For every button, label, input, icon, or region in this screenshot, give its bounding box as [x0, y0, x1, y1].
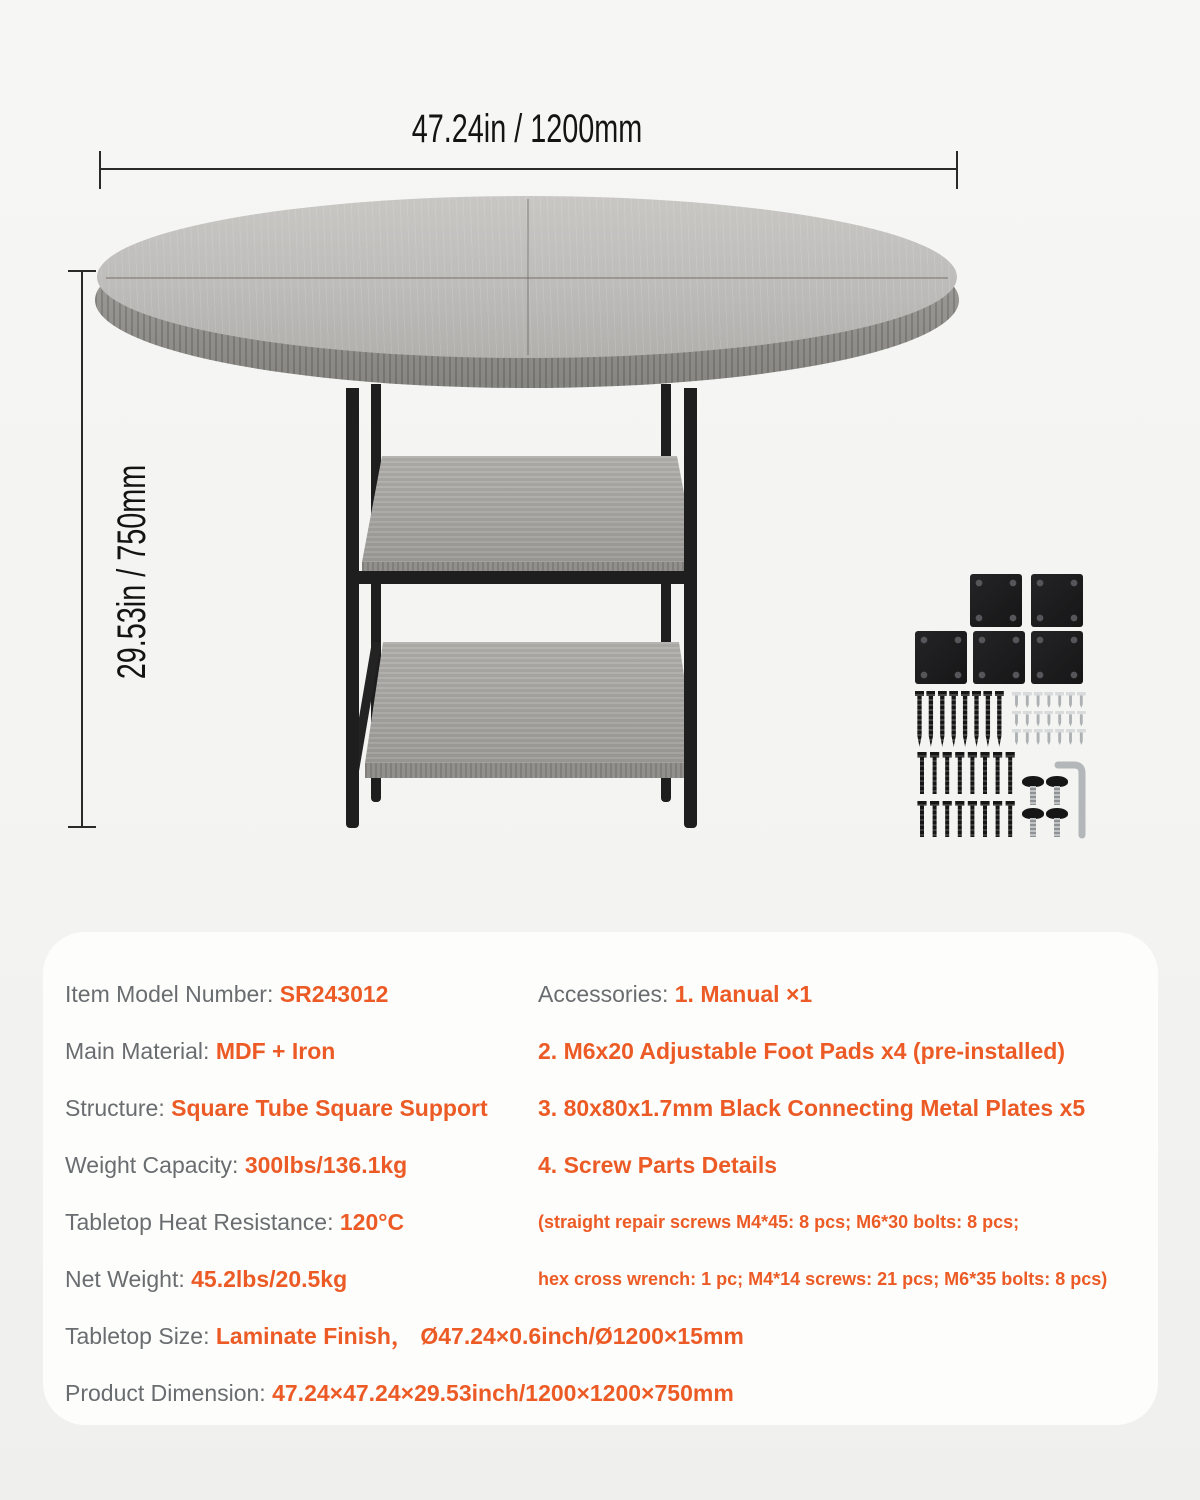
spec-label: Item Model Number:	[65, 981, 280, 1007]
wood-screw	[926, 691, 935, 747]
spec-value: 2. M6x20 Adjustable Foot Pads x4 (pre-installed)	[538, 1038, 1066, 1064]
bolt	[917, 752, 927, 794]
small-screw	[1023, 729, 1032, 745]
small-screw	[1044, 729, 1053, 745]
spec-row-structure	[65, 1093, 488, 1123]
spec-row-screw-details-2	[538, 1266, 1107, 1292]
bolt	[1005, 801, 1015, 837]
spec-row-accessory-4	[538, 1150, 777, 1180]
spec-label: Main Material:	[65, 1038, 216, 1064]
metal-plate	[970, 574, 1022, 627]
small-screw	[1066, 711, 1075, 727]
hex-wrench-icon	[1050, 756, 1088, 840]
wood-screw	[983, 691, 992, 747]
small-screw	[1012, 729, 1021, 745]
spec-row-heat-resistance	[65, 1207, 404, 1237]
spec-panel	[43, 932, 1158, 1425]
spec-value: 47.24×47.24×29.53inch/1200×1200×750mm	[272, 1380, 734, 1406]
bolt	[967, 752, 977, 794]
small-screw	[1023, 711, 1032, 727]
bolt	[955, 801, 965, 837]
spec-row-accessories	[538, 979, 812, 1009]
foot-pad	[1022, 808, 1044, 838]
spec-label: Product Dimension:	[65, 1380, 273, 1406]
spec-row-tabletop-size	[65, 1321, 744, 1351]
small-screw	[1066, 692, 1075, 708]
small-screw	[1055, 692, 1064, 708]
small-screw	[1055, 711, 1064, 727]
spec-row-screw-details-1	[538, 1209, 1019, 1235]
bolt	[993, 801, 1003, 837]
spec-row-material	[65, 1036, 335, 1066]
small-screw	[1077, 729, 1086, 745]
spec-value: Laminate Finish， Ø47.24×0.6inch/Ø1200×15mm	[215, 1323, 744, 1349]
foot-pad-stem	[1030, 786, 1036, 805]
wood-screw	[949, 691, 958, 747]
bolt	[980, 801, 990, 837]
spec-row-net-weight	[65, 1264, 347, 1294]
spec-label: Accessories:	[538, 981, 675, 1007]
small-screw	[1077, 692, 1086, 708]
small-screw	[1012, 692, 1021, 708]
bolt	[1005, 752, 1015, 794]
height-dimension-label: 29.53in / 750mm	[110, 464, 154, 680]
spec-value: 4. Screw Parts Details	[538, 1152, 778, 1178]
small-screw	[1034, 711, 1043, 727]
bolt	[955, 752, 965, 794]
foot-pad	[1022, 776, 1044, 806]
small-screw	[1044, 711, 1053, 727]
wood-screw	[915, 691, 924, 747]
bolt	[942, 801, 952, 837]
spec-value: 300lbs/136.1kg	[244, 1152, 408, 1178]
spec-value: 120°C	[339, 1209, 405, 1235]
spec-value: Square Tube Square Support	[171, 1095, 488, 1121]
spec-value: (straight repair screws M4*45: 8 pcs; M6*30 bolts: 8 pcs;	[538, 1212, 1020, 1232]
bolt	[917, 801, 927, 837]
metal-plate	[973, 631, 1025, 684]
spec-value: hex cross wrench: 1 pc; M4*14 screws: 21 pcs; M6*35 bolts: 8 pcs)	[538, 1269, 1108, 1289]
spec-row-weight-capacity	[65, 1150, 407, 1180]
wood-screw	[995, 691, 1004, 747]
spec-row-model	[65, 979, 388, 1009]
small-screw	[1023, 692, 1032, 708]
spec-label: Tabletop Heat Resistance:	[65, 1209, 340, 1235]
bolt	[930, 801, 940, 837]
spec-row-product-dimension	[65, 1378, 734, 1408]
metal-plate	[915, 631, 967, 684]
small-screw	[1044, 692, 1053, 708]
small-screw	[1012, 711, 1021, 727]
spec-value: SR243012	[279, 981, 389, 1007]
width-dimension-label: 47.24in / 1200mm	[411, 107, 643, 151]
metal-plate	[1031, 631, 1083, 684]
bolt	[942, 752, 952, 794]
foot-pad-stem	[1030, 818, 1036, 837]
bolt	[993, 752, 1003, 794]
small-screw	[1055, 729, 1064, 745]
small-screw	[1077, 711, 1086, 727]
bolt	[980, 752, 990, 794]
spec-label: Tabletop Size:	[65, 1323, 216, 1349]
spec-row-accessory-3	[538, 1093, 1085, 1123]
wood-screw	[938, 691, 947, 747]
wood-screw	[972, 691, 981, 747]
metal-plate	[1031, 574, 1083, 627]
spec-label: Net Weight:	[65, 1266, 192, 1292]
spec-value: 45.2lbs/20.5kg	[191, 1266, 348, 1292]
small-screw	[1034, 692, 1043, 708]
small-screw	[1066, 729, 1075, 745]
wood-screw	[961, 691, 970, 747]
bolt	[930, 752, 940, 794]
spec-value: 3. 80x80x1.7mm Black Connecting Metal Plates x5	[538, 1095, 1086, 1121]
spec-value: MDF + Iron	[215, 1038, 336, 1064]
small-screw	[1034, 729, 1043, 745]
bolt	[967, 801, 977, 837]
spec-label: Structure:	[65, 1095, 172, 1121]
spec-row-accessory-2	[538, 1036, 1065, 1066]
spec-label: Weight Capacity:	[65, 1152, 245, 1178]
spec-value: 1. Manual ×1	[674, 981, 813, 1007]
